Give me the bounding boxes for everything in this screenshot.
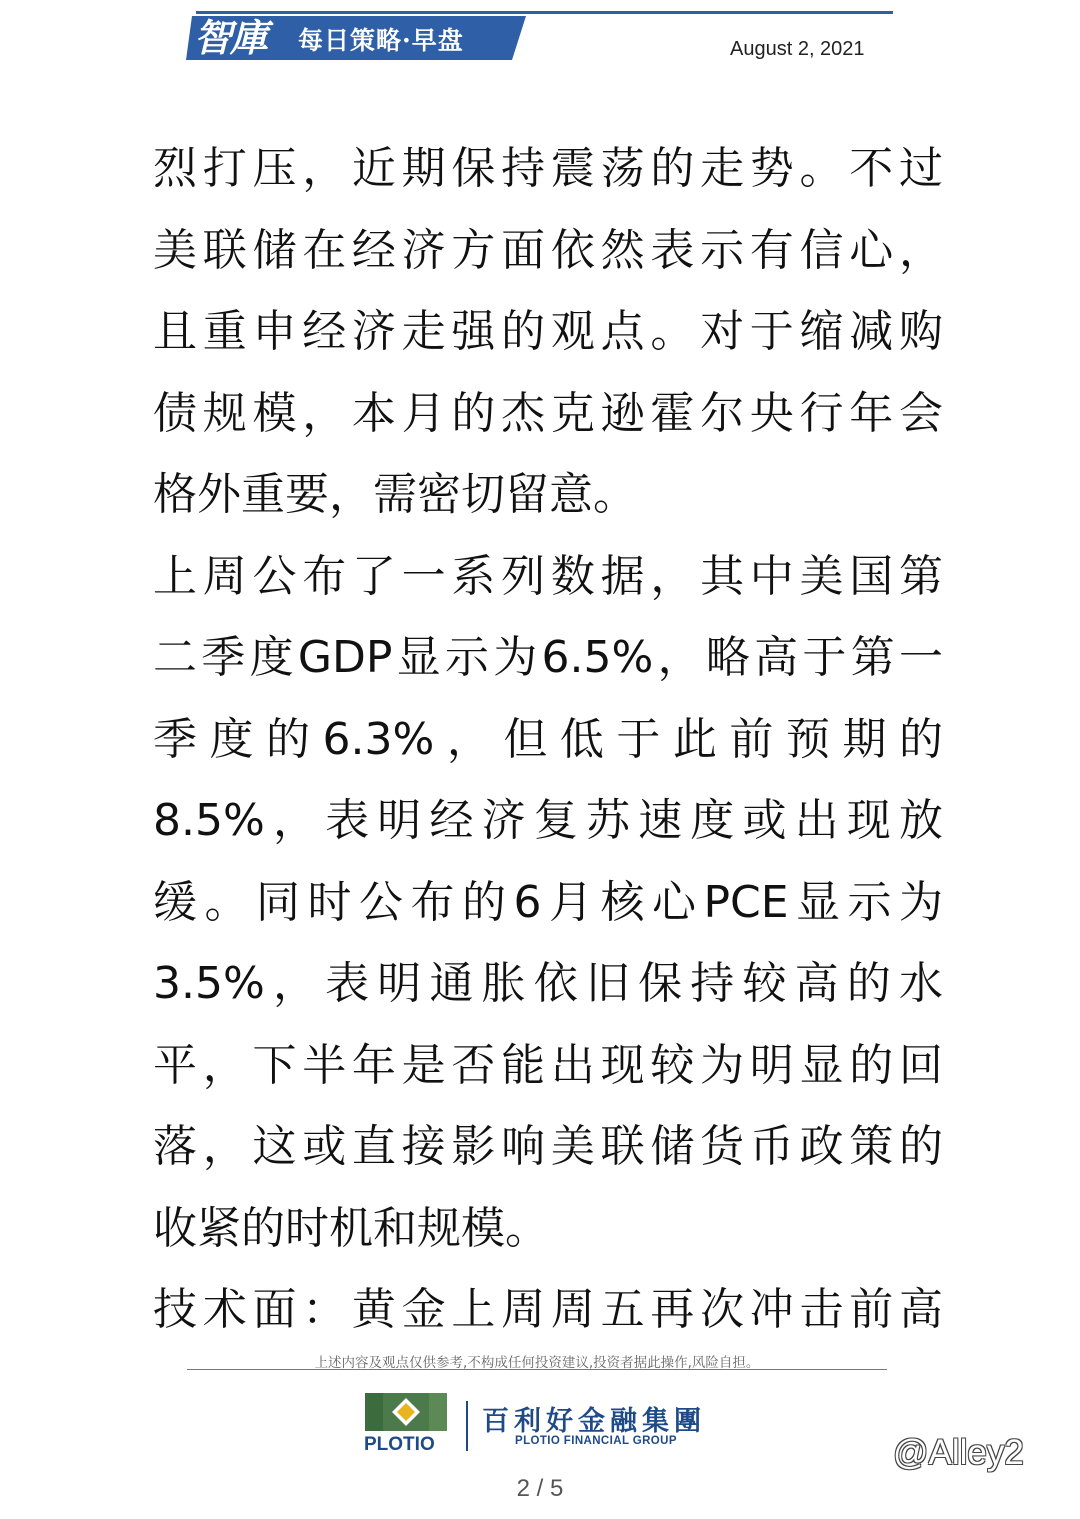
text-line: 上周公布了一系列数据，其中美国第 xyxy=(153,550,943,602)
text-line: 烈打压，近期保持震荡的走势。不过 xyxy=(153,143,943,194)
text-line: 二季度GDP显示为6.5%，略高于第一 xyxy=(153,632,943,683)
banner-title-sub: 每日策略·早盘 xyxy=(298,26,464,55)
footer-rule xyxy=(187,1369,887,1370)
text-line: 季度的6.3%，但低于此前预期的 xyxy=(153,713,943,765)
disclaimer: 上述内容及观点仅供参考,不构成任何投资建议,投资者据此操作,风险自担。 xyxy=(314,1355,760,1371)
article-body xyxy=(153,128,943,1351)
text-line: 8.5%，表明经济复苏速度或出现放 xyxy=(153,795,943,846)
banner-title-main: 智庫 xyxy=(194,15,267,60)
text-line: 平，下半年是否能出现较为明显的回 xyxy=(153,1039,943,1091)
text-line: 3.5%，表明通胀依旧保持较高的水 xyxy=(153,958,943,1009)
weibo-watermark: @Alley2 xyxy=(893,1433,1024,1472)
logo-name-en: PLOTIO FINANCIAL GROUP xyxy=(515,1435,677,1447)
text-line: 收紧的时机和规模。 xyxy=(153,1202,549,1254)
page-number: 2 / 5 xyxy=(516,1475,564,1502)
text-line: 缓。同时公布的6月核心PCE显示为 xyxy=(153,876,943,928)
text-line: 格外重要，需密切留意。 xyxy=(153,469,637,520)
text-line: 技术面：黄金上周周五再次冲击前高 xyxy=(153,1284,943,1335)
logo-name-cn: 百利好金融集團 xyxy=(482,1406,706,1437)
header-banner xyxy=(186,14,526,62)
text-line: 且重申经济走强的观点。对于缩减购 xyxy=(153,306,943,357)
report-date: August 2, 2021 xyxy=(730,38,865,60)
text-line: 落，这或直接影响美联储货币政策的 xyxy=(153,1121,943,1172)
logo-divider xyxy=(466,1401,468,1451)
text-line: 美联储在经济方面依然表示有信心， xyxy=(153,224,943,276)
text-line: 债规模，本月的杰克逊霍尔央行年会 xyxy=(153,387,943,439)
logo-wordmark: PLOTIO xyxy=(364,1434,435,1455)
plotio-logo-icon xyxy=(365,1393,447,1437)
